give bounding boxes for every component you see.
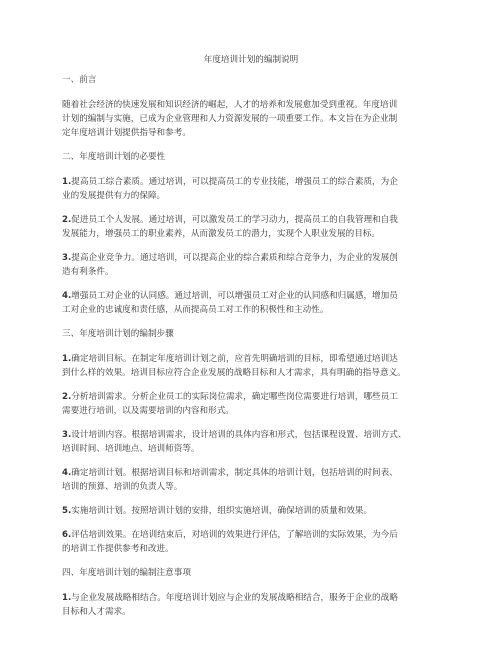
list-item bbox=[62, 213, 442, 241]
list-item bbox=[62, 504, 442, 518]
list-item bbox=[62, 591, 442, 619]
item-number: 2. bbox=[62, 392, 72, 402]
document-body bbox=[62, 75, 442, 619]
paragraph-line: 评估培训效果。在培训结束后，对培训的效果进行评估，了解培训的实际效果，为今后 bbox=[71, 530, 398, 540]
item-number: 3. bbox=[62, 430, 72, 440]
item-number: 4. bbox=[62, 291, 72, 301]
list-item bbox=[62, 251, 442, 279]
document-title: 年度培训计划的编制说明 bbox=[203, 55, 299, 65]
item-number: 6. bbox=[62, 530, 72, 540]
paragraph-line: 需要进行培训，以及需要培训的内容和形式。 bbox=[62, 406, 234, 416]
paragraph-line: 工对企业的忠诚度和责任感，从而提高员工对工作的积极性和主动性。 bbox=[62, 305, 329, 315]
paragraph-line: 与企业发展战略相结合。年度培训计划应与企业的发展战略相结合，服务于企业的战略 bbox=[71, 593, 398, 603]
paragraph-line: 业的发展提供有力的保障。 bbox=[62, 191, 166, 201]
paragraph-line: 的培训工作提供参考和改进。 bbox=[62, 544, 174, 554]
paragraph-line: 随着社会经济的快速发展和知识经济的崛起，人才的培养和发展愈加受到重视。年度培训 bbox=[62, 100, 398, 110]
list-item bbox=[62, 428, 442, 456]
paragraph-line: 到什么样的效果。培训目标应符合企业发展的战略目标和人才需求，具有明确的指导意义。 bbox=[62, 368, 406, 378]
paragraph-line: 计划的编制与实施，已成为企业管理和人力资源发展的一项重要工作。本文旨在为企业制 bbox=[62, 114, 398, 124]
paragraph-line: 培训时间、培训地点、培训师资等。 bbox=[62, 444, 200, 454]
paragraph-line: 确定培训目标。在制定年度培训计划之前，应首先明确培训的目标，即希望通过培训达 bbox=[71, 354, 398, 364]
list-item bbox=[62, 466, 442, 494]
paragraph-line: 目标和人才需求。 bbox=[62, 607, 131, 617]
paragraph-line: 提高企业竞争力。通过培训，可以提高企业的综合素质和综合竞争力，为企业的发展创 bbox=[71, 253, 398, 263]
item-number: 3. bbox=[62, 253, 72, 263]
list-item bbox=[62, 289, 442, 317]
paragraph-line: 造有利条件。 bbox=[62, 267, 114, 277]
item-number: 1. bbox=[62, 177, 72, 187]
paragraph bbox=[62, 98, 442, 140]
list-item bbox=[62, 352, 442, 380]
section-heading: 四、年度培训计划的编制注意事项 bbox=[62, 568, 191, 578]
paragraph-line: 实施培训计划。按照培训计划的安排，组织实施培训，确保培训的质量和效果。 bbox=[71, 506, 373, 516]
item-number: 1. bbox=[62, 593, 72, 603]
list-item bbox=[62, 528, 442, 556]
section-heading: 三、年度培训计划的编制步骤 bbox=[62, 329, 174, 339]
paragraph-line: 促进员工个人发展。通过培训，可以激发员工的学习动力，提高员工的自我管理和自我 bbox=[71, 215, 398, 225]
paragraph-line: 培训的预算、培训的负责人等。 bbox=[62, 482, 183, 492]
item-number: 1. bbox=[62, 354, 72, 364]
item-number: 4. bbox=[62, 468, 72, 478]
paragraph-line: 定年度培训计划提供指导和参考。 bbox=[62, 128, 191, 138]
paragraph-line: 确定培训计划。根据培训目标和培训需求，制定具体的培训计划，包括培训的时间表、 bbox=[71, 468, 398, 478]
item-number: 5. bbox=[62, 506, 72, 516]
paragraph-line: 增强员工对企业的认同感。通过培训，可以增强员工对企业的认同感和归属感，增加员 bbox=[71, 291, 398, 301]
list-item bbox=[62, 175, 442, 203]
section-heading: 一、前言 bbox=[62, 75, 97, 85]
paragraph-line: 分析培训需求。分析企业员工的实际岗位需求，确定哪些岗位需要进行培训，哪些员工 bbox=[71, 392, 398, 402]
list-item bbox=[62, 390, 442, 418]
paragraph-line: 发展能力，增强员工的职业素养，从而激发员工的潜力，实现个人职业发展的目标。 bbox=[62, 229, 380, 239]
paragraph-line: 提高员工综合素质。通过培训，可以提高员工的专业技能，增强员工的综合素质，为企 bbox=[71, 177, 398, 187]
item-number: 2. bbox=[62, 215, 72, 225]
section-heading: 二、年度培训计划的必要性 bbox=[62, 152, 166, 162]
paragraph-line: 设计培训内容。根据培训需求，设计培训的具体内容和形式，包括课程设置、培训方式、 bbox=[71, 430, 407, 440]
